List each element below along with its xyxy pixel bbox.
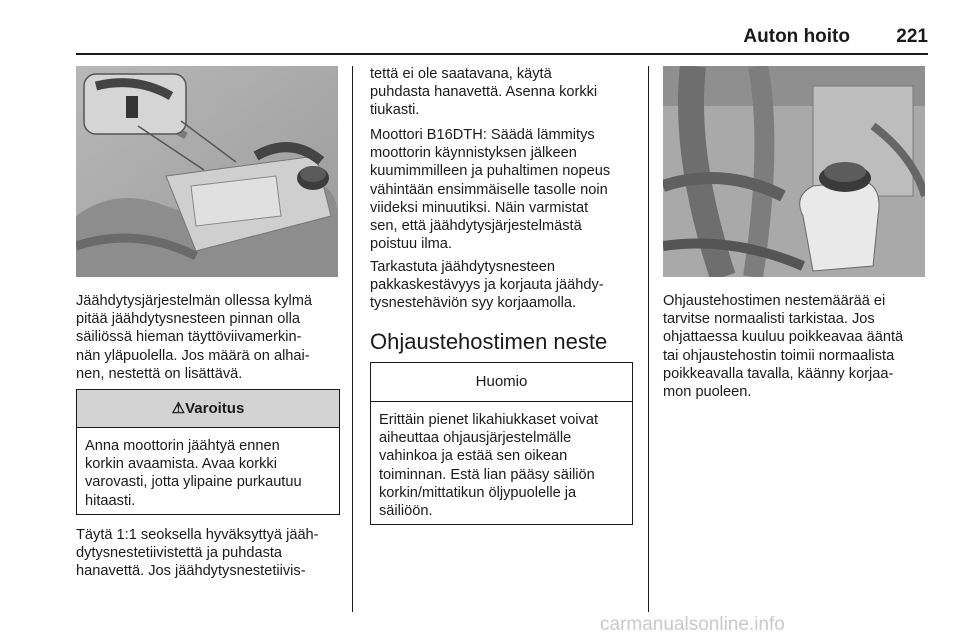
page-number: 221 [896, 26, 928, 47]
warning-heading: Varoitus [185, 400, 245, 417]
text-line: tettä ei ole saatavana, käytä [370, 66, 552, 82]
text-line: toiminnan. Estä lian pääsy säiliön [379, 466, 595, 483]
text-line: korkin/mittatikun öljypuolelle ja [379, 484, 577, 501]
text-line: nen, nestettä on lisättävä. [76, 365, 243, 382]
b16dth-paragraph [370, 126, 645, 253]
coolant-mix-paragraph [76, 526, 346, 581]
text-line: pitää jäähdytysnesteen pinnan olla [76, 311, 300, 328]
text-line: viideksi minuutiksi. Näin varmistat [370, 199, 589, 216]
text-line: Moottori B16DTH: Säädä lämmitys [370, 127, 595, 143]
coolant-level-paragraph [76, 292, 346, 383]
text-line: tarvitse normaalisti tarkistaa. Jos [663, 311, 875, 328]
text-line: hanavettä. Jos jäähdytysnestetiivis- [76, 563, 306, 580]
text-line: aiheuttaa ohjausjärjestelmälle [379, 430, 572, 447]
text-line: moottorin käynnistyksen jälkeen [370, 145, 577, 162]
watermark: carmanualsonline.info [600, 614, 785, 635]
power-steering-reservoir-photo [663, 66, 925, 277]
text-line: vähintään ensimmäiselle tasolle noin [370, 181, 608, 198]
text-line: Ohjaustehostimen nestemäärää ei [663, 293, 886, 309]
coolant-continued-paragraph [370, 65, 640, 120]
coolant-reservoir-photo [76, 66, 338, 277]
text-line: varovasti, jotta ylipaine purkautuu [85, 474, 302, 491]
text-line: Anna moottorin jäähtyä ennen [85, 438, 280, 454]
text-line: kuumimmilleen ja puhaltimen nopeus [370, 163, 611, 180]
notice-body [371, 402, 632, 520]
column-divider-1 [352, 66, 353, 612]
text-line: sen, että jäähdytysjärjestelmästä [370, 218, 582, 235]
text-line: Erittäin pienet likahiukkaset voivat [379, 412, 599, 428]
power-steering-paragraph [663, 292, 938, 401]
warning-body [77, 428, 339, 510]
warning-triangle-icon: ⚠ [171, 400, 186, 417]
section-header-title: Auton hoito [743, 26, 850, 47]
text-line: Tarkastuta jäähdytysnesteen [370, 259, 555, 275]
notice-box [370, 362, 633, 525]
page-header [76, 26, 928, 54]
antifreeze-paragraph [370, 258, 640, 313]
text-line: poistuu ilma. [370, 236, 452, 253]
text-line: tai ohjaustehostin toimii normaalista [663, 347, 895, 364]
warning-header [77, 390, 339, 428]
text-line: nän yläpuolella. Jos määrä on alhai- [76, 347, 310, 364]
text-line: Jäähdytysjärjestelmän ollessa kylmä [76, 293, 313, 309]
text-line: tysnestehäviön syy korjaamolla. [370, 295, 577, 312]
text-line: dytysnestetiivistettä ja puhdasta [76, 545, 283, 562]
text-line: pakkaskestävyys ja korjauta jäähdy- [370, 277, 604, 294]
text-line: mon puoleen. [663, 384, 752, 401]
notice-heading: Huomio [371, 363, 632, 402]
warning-box [76, 389, 340, 515]
column-divider-2 [648, 66, 649, 612]
text-line: vahinkoa ja estää sen oikean [379, 448, 568, 465]
text-line: tiukasti. [370, 102, 420, 119]
text-line: poikkeavalla tavalla, käänny korjaa- [663, 365, 894, 382]
text-line: korkin avaamista. Avaa korkki [85, 456, 277, 473]
text-line: puhdasta hanavettä. Asenna korkki [370, 84, 598, 101]
text-line: säiliöön. [379, 503, 433, 520]
header-rule [76, 53, 928, 55]
text-line: hitaasti. [85, 492, 136, 509]
text-line: ohjattaessa kuuluu poikkeavaa ääntä [663, 329, 904, 346]
section-title: Ohjaustehostimen neste [370, 329, 608, 354]
text-line: säiliössä hieman täyttöviivamerkin- [76, 329, 302, 346]
text-line: Täytä 1:1 seoksella hyväksyttyä jääh- [76, 527, 319, 543]
